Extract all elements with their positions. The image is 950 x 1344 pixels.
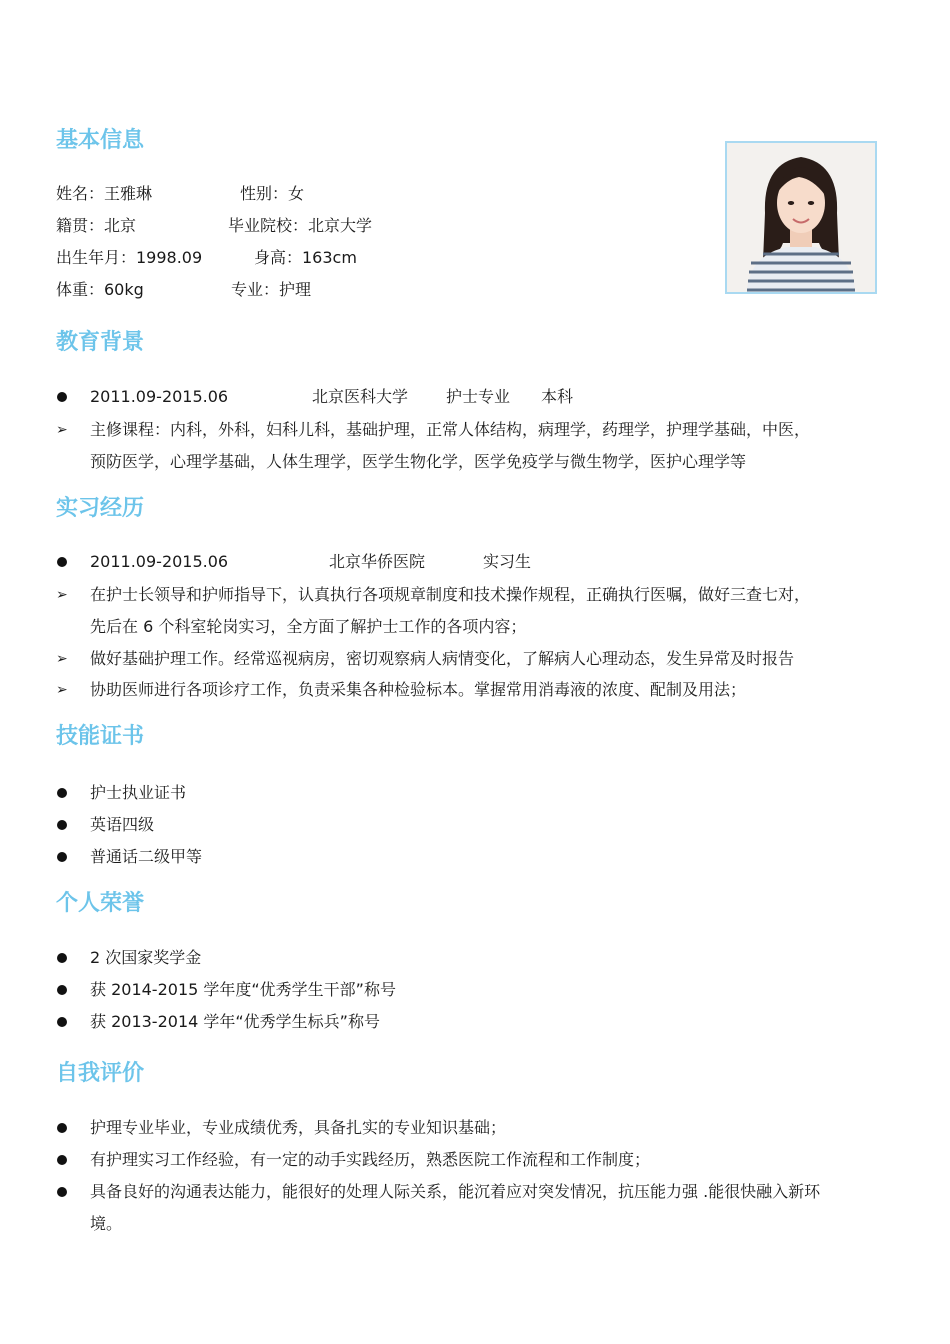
self-eval-item-3-line-2: 境。	[90, 1214, 123, 1233]
skill-item: 普通话二级甲等	[90, 847, 203, 866]
school-field: 毕业院校：北京大学	[228, 216, 373, 235]
bullet-icon	[57, 1187, 67, 1197]
section-title-internship: 实习经历	[56, 496, 145, 521]
internship-role: 实习生	[483, 552, 532, 571]
skill-item: 英语四级	[90, 815, 155, 834]
internship-item-1-line-1: 在护士长领导和护师指导下，认真执行各项规章制度和技术操作规程，正确执行医嘱，做好三查七对，	[90, 585, 811, 604]
section-title-basic-info: 基本信息	[56, 128, 145, 153]
arrow-bullet-icon: ➢	[56, 587, 68, 603]
weight-field: 体重：60kg	[56, 280, 144, 299]
name-field: 姓名：王雅琳	[56, 184, 153, 203]
bullet-icon	[57, 820, 67, 830]
profile-photo	[725, 141, 877, 294]
height-field: 身高：163cm	[254, 248, 357, 267]
internship-item-2: 做好基础护理工作。经常巡视病房，密切观察病人病情变化，了解病人心理动态，发生异常及时报告	[90, 649, 795, 668]
basic-info-row-1	[56, 183, 696, 205]
education-school: 北京医科大学	[312, 387, 409, 406]
bullet-icon	[57, 1017, 67, 1027]
internship-item-1-line-2: 先后在 6 个科室轮岗实习，全方面了解护士工作的各项内容；	[90, 617, 527, 636]
bullet-icon	[57, 1123, 67, 1133]
honor-item: 获 2013-2014 学年“优秀学生标兵”称号	[90, 1012, 380, 1031]
internship-period: 2011.09-2015.06	[90, 552, 229, 571]
bullet-icon	[57, 788, 67, 798]
basic-info-row-4	[56, 279, 696, 301]
arrow-bullet-icon: ➢	[56, 651, 68, 667]
education-degree: 本科	[541, 387, 574, 406]
bullet-icon	[57, 953, 67, 963]
self-eval-item-2: 有护理实习工作经验，有一定的动手实践经历，熟悉医院工作流程和工作制度；	[90, 1150, 651, 1169]
self-eval-item-3-line-1: 具备良好的沟通表达能力，能很好的处理人际关系，能沉着应对突发情况，抗压能力强 .能很快融入新环	[90, 1182, 821, 1201]
bullet-icon	[57, 852, 67, 862]
bullet-icon	[57, 557, 67, 567]
bullet-icon	[57, 1155, 67, 1165]
internship-item-3: 协助医师进行各项诊疗工作，负责采集各种检验标本。掌握常用消毒液的浓度、配制及用法；	[90, 680, 747, 699]
courses-line-2: 预防医学，心理学基础，人体生理学，医学生物化学，医学免疫学与微生物学，医护心理学等	[90, 452, 747, 471]
major-field: 专业：护理	[231, 280, 312, 299]
birth-field: 出生年月：1998.09	[56, 248, 203, 267]
education-major: 护士专业	[446, 387, 511, 406]
skill-item: 护士执业证书	[90, 783, 187, 802]
courses-line-1: 主修课程：内科，外科，妇科儿科，基础护理，正常人体结构，病理学，药理学，护理学基础，中医，	[90, 420, 811, 439]
section-title-self-evaluation: 自我评价	[56, 1061, 145, 1086]
origin-field: 籍贯：北京	[56, 216, 137, 235]
basic-info-row-2	[56, 215, 696, 237]
basic-info-row-3	[56, 247, 696, 269]
internship-hospital: 北京华侨医院	[329, 552, 426, 571]
bullet-icon	[57, 985, 67, 995]
education-period: 2011.09-2015.06	[90, 387, 229, 406]
honor-item: 2 次国家奖学金	[90, 948, 202, 967]
honor-item: 获 2014-2015 学年度“优秀学生干部”称号	[90, 980, 396, 999]
section-title-honors: 个人荣誉	[56, 891, 145, 916]
arrow-bullet-icon: ➢	[56, 422, 68, 438]
bullet-icon	[57, 392, 67, 402]
gender-field: 性别：女	[240, 184, 305, 203]
section-title-education: 教育背景	[56, 330, 145, 355]
arrow-bullet-icon: ➢	[56, 682, 68, 698]
section-title-skills: 技能证书	[56, 724, 145, 749]
self-eval-item-1: 护理专业毕业，专业成绩优秀，具备扎实的专业知识基础；	[90, 1118, 507, 1137]
portrait-image	[727, 143, 875, 292]
